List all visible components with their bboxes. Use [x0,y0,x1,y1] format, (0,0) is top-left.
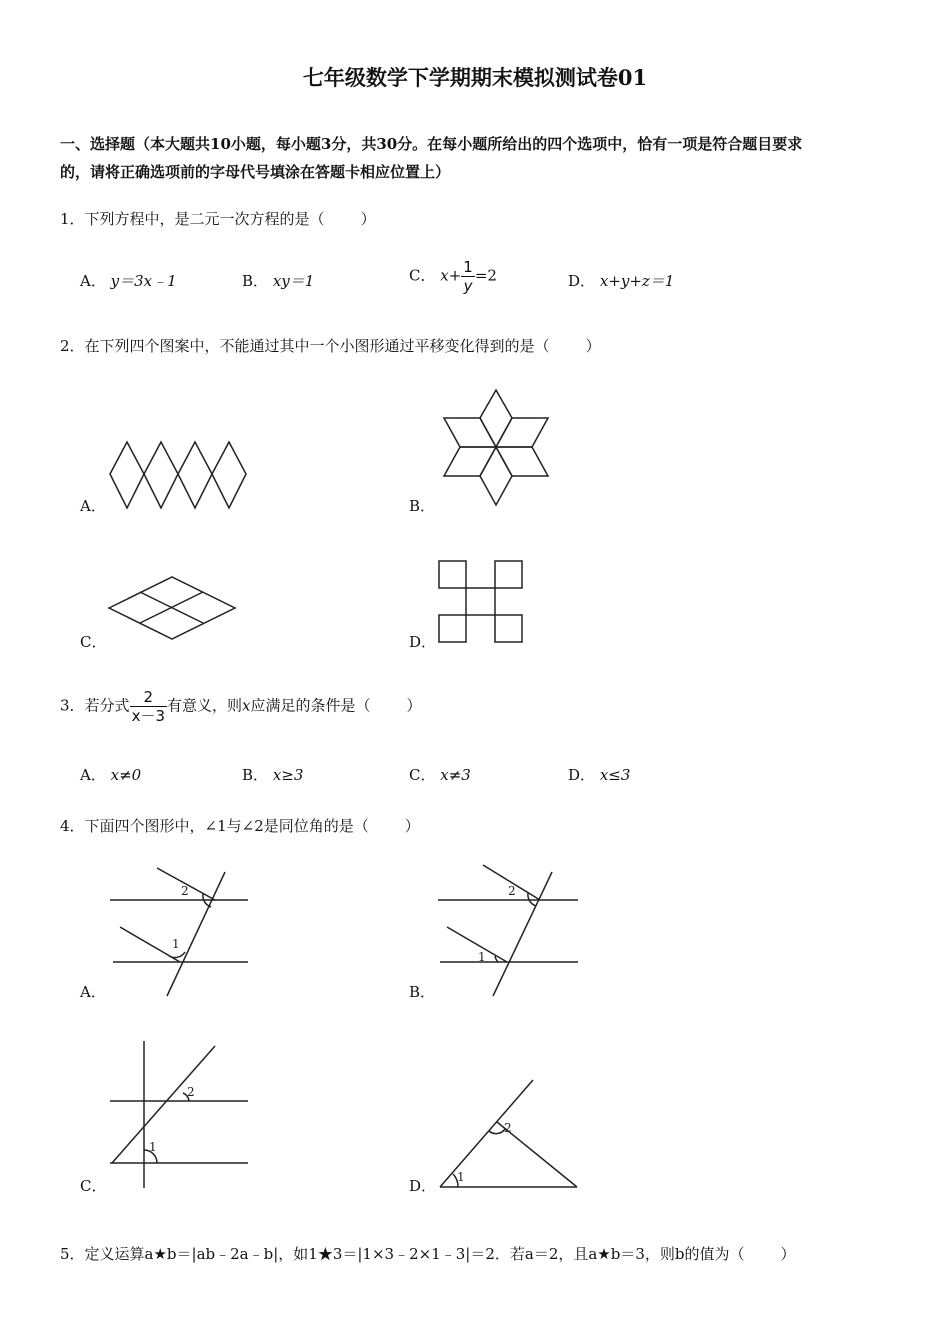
section-header-line1: 一、选择题（本大题共10小题，每小题3分，共30分。在每小题所给出的四个选项中，恰有一项是符合题目要求 [60,135,803,153]
question-5: 5．定义运算a★b＝|ab﹣2a﹣b|，如1★3＝|1×3﹣2×1﹣3|＝2．若a＝2，且a★b＝3，则b的值为（ ） [60,1245,796,1263]
q4-option-b[interactable]: B． [409,983,436,1001]
question-number: 5． [60,1245,85,1263]
question-number: 3． [60,696,85,715]
q2-option-c[interactable]: C． [80,633,107,651]
q4-figure-b [435,860,585,1000]
q3-option-d[interactable]: D． x≤3 [568,766,631,784]
q4-option-c[interactable]: C． [80,1177,107,1195]
question-2: 2．在下列四个图案中，不能通过其中一个小图形通过平移变化得到的是（ ） [60,337,601,355]
q3-option-a[interactable]: A． x≠0 [80,766,142,784]
q4-figure-a [105,860,255,1000]
angle-1-label: 1 [457,1170,465,1184]
q4-figure-d [435,1075,585,1195]
angle-2-label: 2 [187,1085,195,1099]
q4-option-d[interactable]: D． [409,1177,437,1195]
q2-figure-b [440,388,552,508]
q4-figure-c [105,1038,255,1193]
q1-option-c[interactable]: C． x+ $\frac{1}{y}$ =2 [409,258,497,295]
q1-option-d[interactable]: D． x+y+z＝1 [568,272,675,290]
question-number: 2． [60,337,85,355]
question-4: 4．下面四个图形中，∠1与∠2是同位角的是（ ） [60,817,420,835]
question-1: 1．下列方程中，是二元一次方程的是（ ） [60,210,376,228]
angle-1-label: 1 [478,950,486,964]
q4-option-a[interactable]: A． [80,983,106,1001]
fraction: $\frac{1}{y}$ [463,258,473,295]
q3-option-b[interactable]: B． x≥3 [242,766,304,784]
question-text: 下面四个图形中，∠1与∠2是同位角的是（ [84,817,369,835]
section-header-line2: 的，请将正确选项前的字母代号填涂在答题卡相应位置上） [60,163,451,181]
fraction: $\frac{2}{x-3}$ [131,688,165,725]
question-text: 下列方程中，是二元一次方程的是（ [84,210,325,228]
q1-option-b[interactable]: B． xy＝1 [242,272,315,290]
q2-option-d[interactable]: D． [409,633,437,651]
angle-2-label: 2 [181,884,189,898]
q1-option-a[interactable]: A． y＝3x﹣1 [80,272,177,290]
question-3: 3．若分式 $\frac{2}{x-3}$ 有意义，则x应满足的条件是（ ） [60,688,422,725]
page-title: 七年级数学下学期期末模拟测试卷01 [302,65,648,90]
q3-option-c[interactable]: C． x≠3 [409,766,471,784]
angle-1-label: 1 [172,937,180,951]
q2-figure-c [105,575,240,645]
question-number: 4． [60,817,85,835]
question-number: 1． [60,210,85,228]
q2-option-a[interactable]: A． [80,497,106,515]
angle-1-label: 1 [149,1140,157,1154]
question-text: 定义运算a★b＝|ab﹣2a﹣b|，如1★3＝|1×3﹣2×1﹣3|＝2．若a＝2，且a★b＝3，则b的值为（ [84,1245,745,1263]
angle-2-label: 2 [504,1121,512,1135]
question-text: 在下列四个图案中，不能通过其中一个小图形通过平移变化得到的是（ [84,337,550,355]
q2-figure-a [105,440,255,512]
q2-option-b[interactable]: B． [409,497,436,515]
q2-figure-d [436,558,528,646]
angle-2-label: 2 [508,884,516,898]
